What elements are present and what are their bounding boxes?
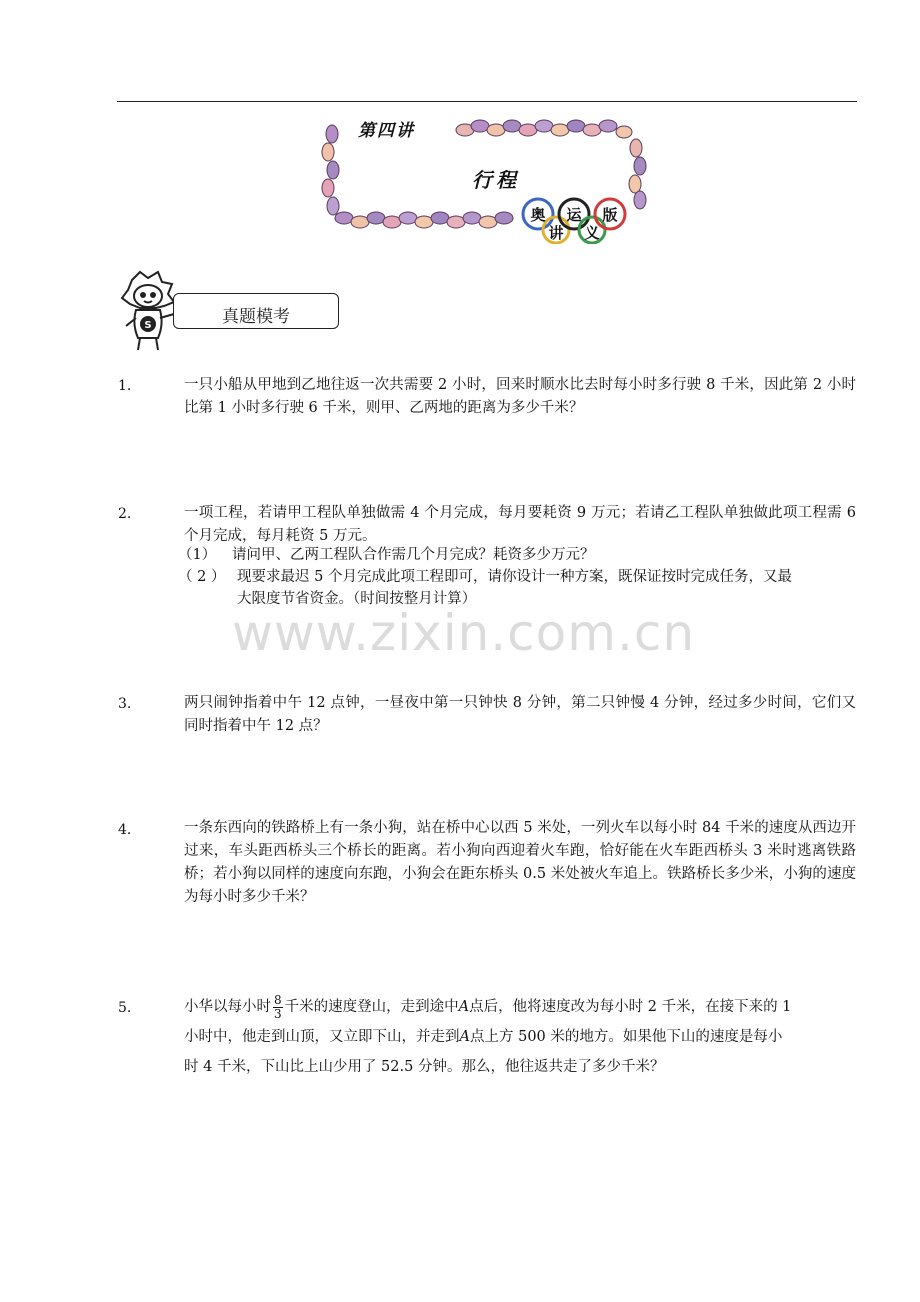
ring-char-ban: 版: [602, 206, 618, 224]
fraction-eight-thirds: [273, 994, 283, 1021]
problem-5-line3: 时 4 千米，下山比上山少用了 52.5 分钟。那么，他往返共走了多少千米？: [184, 1059, 665, 1075]
problem-5-line1a: 小华以每小时: [184, 999, 271, 1015]
problem-2-sub2-text: 现要求最迟 5 个月完成此项工程即可，请你设计一种方案，既保证按时完成任务，又最: [237, 569, 792, 585]
problem-1-text: 一只小船从甲地到乙地往返一次共需要 2 小时，回来时顺水比去时每小时多行驶 8 千米，因此第 2 小时比第 1 小时多行驶 6 千米，则甲、乙两地的距离为多少千米？: [184, 377, 856, 416]
problem-2-number: 2.: [118, 506, 132, 522]
problem-2-sub2-text-cont: 大限度节省资金。（时间按整月计算）: [237, 591, 477, 607]
lecture-topic: 行程: [472, 168, 520, 192]
svg-text:S: S: [144, 320, 152, 331]
fraction-numerator: 8: [274, 992, 282, 1007]
ring-char-yi: 义: [584, 224, 600, 242]
problem-3-text: 两只闹钟指着中午 12 点钟，一昼夜中第一只钟快 8 分钟，第二只钟慢 4 分钟，经过多少时间，它们又同时指着中午 12 点？: [184, 695, 856, 734]
problem-5-line2a: 小时中，他走到山顶，又立即下山，并走到: [184, 1029, 460, 1045]
section-title: 真题模考: [222, 307, 290, 327]
problem-2-sub1-label: （1）: [178, 547, 217, 563]
problem-5-line1b: 千米的速度登山，走到途中: [284, 999, 459, 1015]
problem-5-line1c: 点后，他将速度改为每小时 2 千米，在接下来的 1: [469, 999, 792, 1015]
lecture-title-frame: [320, 112, 650, 244]
ring-char-ao: 奥: [530, 206, 546, 224]
problem-5-number: 5.: [118, 1000, 132, 1016]
point-a-label: A: [458, 999, 470, 1015]
problem-5-text: [184, 992, 856, 1082]
point-a-label-2: A: [459, 1029, 470, 1045]
header-rule: [117, 101, 857, 102]
lecture-number: 第四讲: [358, 121, 415, 141]
problem-1-number: 1.: [118, 378, 132, 394]
problem-5-line2b: 点上方 500 米的地方。如果他下山的速度是每小: [469, 1029, 783, 1045]
problem-4-number: 4.: [118, 822, 132, 838]
ring-char-jiang: 讲: [548, 224, 564, 242]
problem-2-text: 一项工程，若请甲工程队单独做需 4 个月完成，每月要耗资 9 万元；若请乙工程队单独做此项工程需 6 个月完成，每月耗资 5 万元。: [184, 505, 856, 544]
ring-char-yun: 运: [566, 206, 582, 224]
problem-3-number: 3.: [118, 696, 132, 712]
watermark: www.zixin.com.cn: [232, 604, 696, 662]
section-heading-box: [173, 293, 339, 329]
fraction-denominator: 3: [274, 1006, 282, 1021]
problem-2-sub1-text: 请问甲、乙两工程队合作需几个月完成？耗资多少万元？: [232, 547, 595, 563]
problem-4-text: 一条东西向的铁路桥上有一条小狗，站在桥中心以西 5 米处，一列火车以每小时 84 千米的速度从西边开过来，车头距西桥头三个桥长的距离。若小狗向西迎着火车跑，恰好能在火车距西桥头 3 米时逃离铁路桥；若小狗以同样的速度向东跑，小狗会在距东桥头 0.5 米处被火车追上。铁路桥长多少米，小狗的速度为每小时多少千米？: [184, 820, 856, 905]
problem-2-sub2-label: （ 2 ）: [178, 569, 226, 585]
